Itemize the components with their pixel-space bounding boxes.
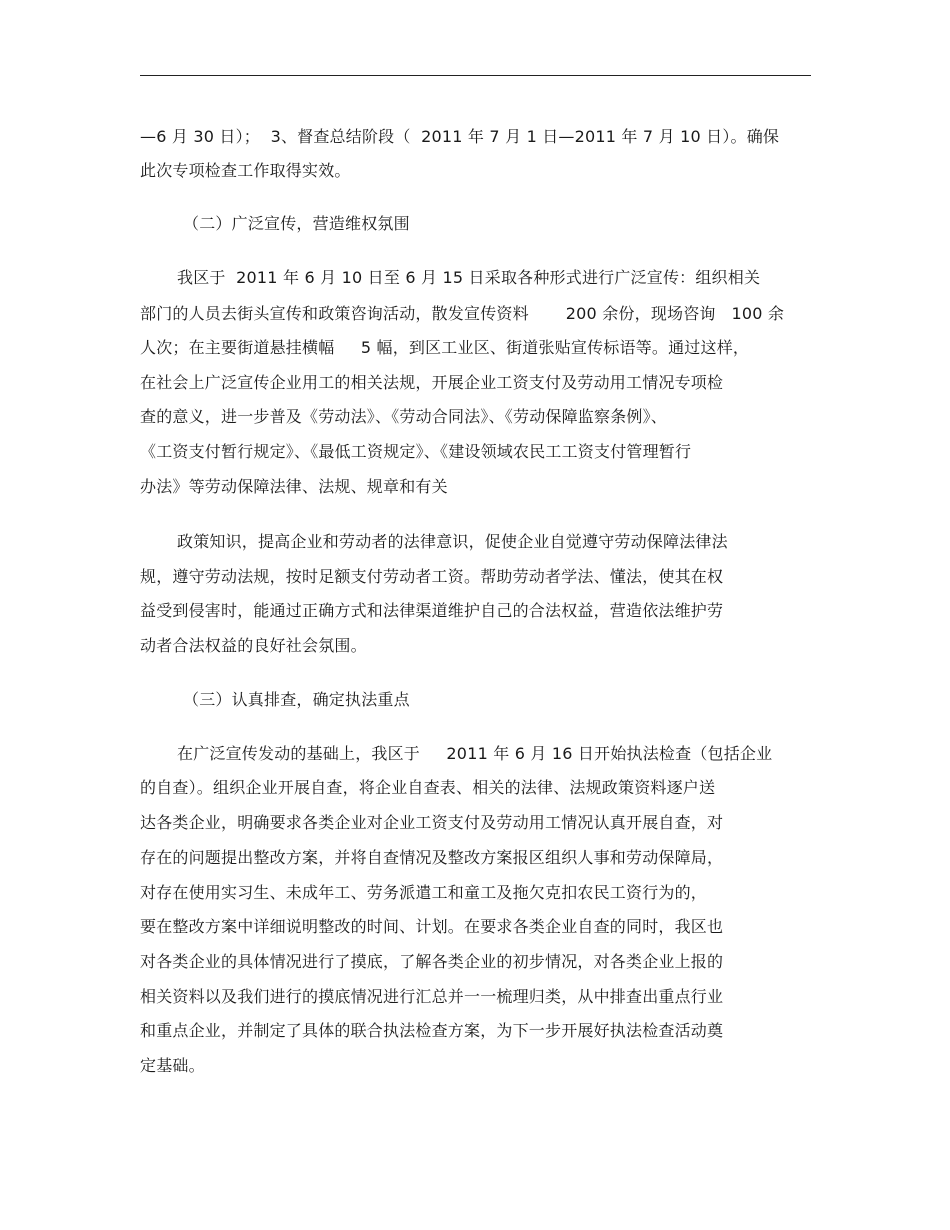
- header-rule: [140, 75, 811, 76]
- text-line: 对存在使用实习生、未成年工、劳务派遣工和童工及拖欠克扣农民工资行为的，: [140, 883, 708, 902]
- text-line: 查的意义，进一步普及《劳动法》、《劳动合同法》、《劳动保障监察条例》、: [140, 407, 668, 426]
- text-line: 规，遵守劳动法规，按时足额支付劳动者工资。帮助劳动者学法、懂法，使其在权: [140, 567, 724, 586]
- text-line: —6 月 30 日）； 3、督查总结阶段（ 2011 年 7 月 1 日—2011 年 7 月 10 日）。确保: [140, 127, 780, 146]
- text-line: 益受到侵害时，能通过正确方式和法律渠道维护自己的合法权益，营造依法维护劳: [140, 601, 724, 620]
- text-line: 对各类企业的具体情况进行了摸底，了解各类企业的初步情况，对各类企业上报的: [140, 952, 724, 971]
- section-heading: （二）广泛宣传，营造维权氛围: [183, 214, 410, 233]
- text-line: 在广泛宣传发动的基础上，我区于 2011 年 6 月 16 日开始执法检查（包括企业: [177, 744, 773, 763]
- text-line: 人次；在主要街道悬挂横幅 5 幅，到区工业区、街道张贴宣传标语等。通过这样，: [140, 338, 750, 357]
- text-line: 我区于 2011 年 6 月 10 日至 6 月 15 日采取各种形式进行广泛宣传：组织相关: [177, 268, 761, 287]
- text-line: 此次专项检查工作取得实效。: [140, 161, 351, 180]
- text-line: 定基础。: [140, 1056, 205, 1075]
- text-line: 部门的人员去街头宣传和政策咨询活动，散发宣传资料 200 余份，现场咨询 100 余: [140, 304, 785, 323]
- text-line: 的自查）。组织企业开展自查，将企业自查表、相关的法律、法规政策资料逐户送: [140, 778, 716, 797]
- section-heading: （三）认真排查，确定执法重点: [183, 690, 410, 709]
- text-line: 存在的问题提出整改方案，并将自查情况及整改方案报区组织人事和劳动保障局，: [140, 848, 724, 867]
- text-line: 和重点企业，并制定了具体的联合执法检查方案，为下一步开展好执法检查活动奠: [140, 1021, 724, 1040]
- text-line: 《工资支付暂行规定》、《最低工资规定》、《建设领域农民工工资支付管理暂行: [140, 442, 692, 461]
- text-line: 相关资料以及我们进行的摸底情况进行汇总并一一梳理归类，从中排查出重点行业: [140, 987, 724, 1006]
- text-line: 办法》等劳动保障法律、法规、规章和有关: [140, 477, 448, 496]
- text-line: 动者合法权益的良好社会氛围。: [140, 636, 367, 655]
- text-line: 达各类企业，明确要求各类企业对企业工资支付及劳动用工情况认真开展自查，对: [140, 813, 724, 832]
- text-line: 政策知识，提高企业和劳动者的法律意识，促使企业自觉遵守劳动保障法律法: [177, 532, 728, 551]
- text-line: 要在整改方案中详细说明整改的时间、计划。在要求各类企业自查的同时，我区也: [140, 917, 724, 936]
- text-line: 在社会上广泛宣传企业用工的相关法规，开展企业工资支付及劳动用工情况专项检: [140, 373, 724, 392]
